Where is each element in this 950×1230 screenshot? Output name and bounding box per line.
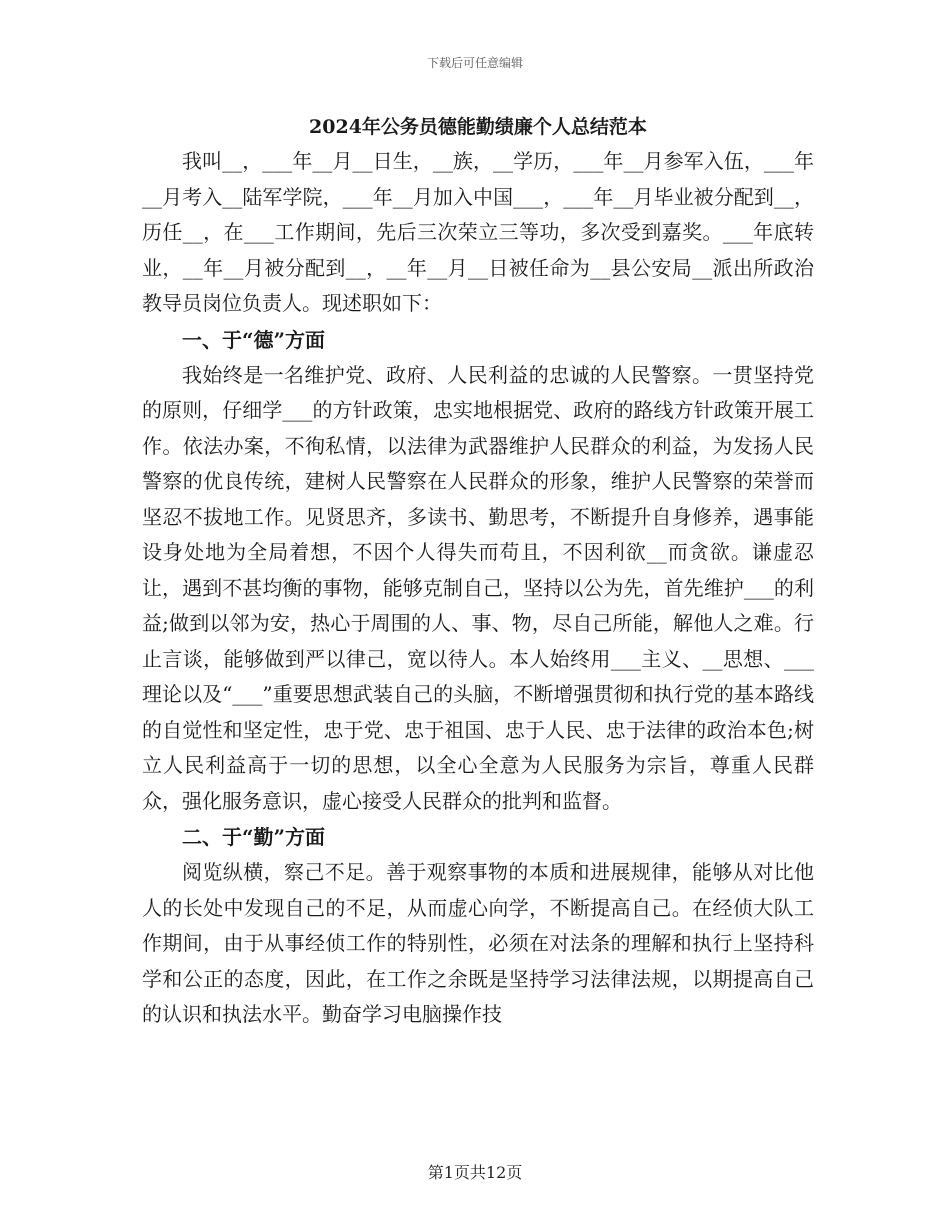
document-body	[142, 110, 814, 1033]
section-heading-de: 一、于“德”方面	[182, 327, 326, 352]
section-body-de: 我始终是一名维护党、政府、人民利益的忠诚的人民警察。一贯坚持党的原则，仔细学___的方针政策，忠实地根据党、政府的路线方针政策开展工作。依法办案，不徇私情，以法律为武器维护人民群众的利益，为发扬人民警察的优良传统，建树人民警察在人民群众的形象，维护人民警察的荣誉而坚忍不拔地工作。见贤思齐，多读书、勤思考，不断提升自身修养，遇事能设身处地为全局着想，不因个人得失而苟且，不因利欲__而贪欲。谦虚忍让，遇到不甚均衡的事物，能够克制自己，坚持以公为先，首先维护___的利益;做到以邻为安，热心于周围的人、事、物，尽自己所能，解他人之难。行止言谈，能够做到严以律己，宽以待人。本人始终用___主义、__思想、___理论以及“___”重要思想武装自己的头脑，不断增强贯彻和执行党的基本路线的自觉性和坚定性，忠于党、忠于祖国、忠于人民、忠于法律的政治本色;树立人民利益高于一切的思想，以全心全意为人民服务为宗旨，尊重人民群众，强化服务意识，虚心接受人民群众的批判和监督。	[142, 362, 814, 813]
page-header-note: 下载后可任意编辑	[426, 56, 523, 70]
section-body-qin: 阅览纵横，察己不足。善于观察事物的本质和进展规律，能够从对比他人的长处中发现自己的不足，从而虚心向学，不断提高自己。在经侦大队工作期间，由于从事经侦工作的特别性，必须在对法条的理解和执行上坚持科学和公正的态度，因此，在工作之余既是坚持学习法律法规，以期提高自己的认识和执法水平。勤奋学习电脑操作技	[142, 860, 814, 1026]
intro-paragraph: 我叫__，___年__月__日生，__族，__学历，___年__月参军入伍，___年__月考入__陆军学院，___年__月加入中国___，___年__月毕业被分配到__，历任__，在___工作期间，先后三次荣立三等功，多次受到嘉奖。___年底转业，__年__月被分配到__，__年__月__日被任命为__县公安局__派出所政治教导员岗位负责人。现述职如下：	[142, 149, 814, 315]
page-footer-number: 第1页共12页	[427, 1163, 523, 1182]
document-title: 2024年公务员德能勤绩廉个人总结范本	[309, 116, 647, 138]
section-heading-qin: 二、于“勤”方面	[182, 825, 326, 849]
